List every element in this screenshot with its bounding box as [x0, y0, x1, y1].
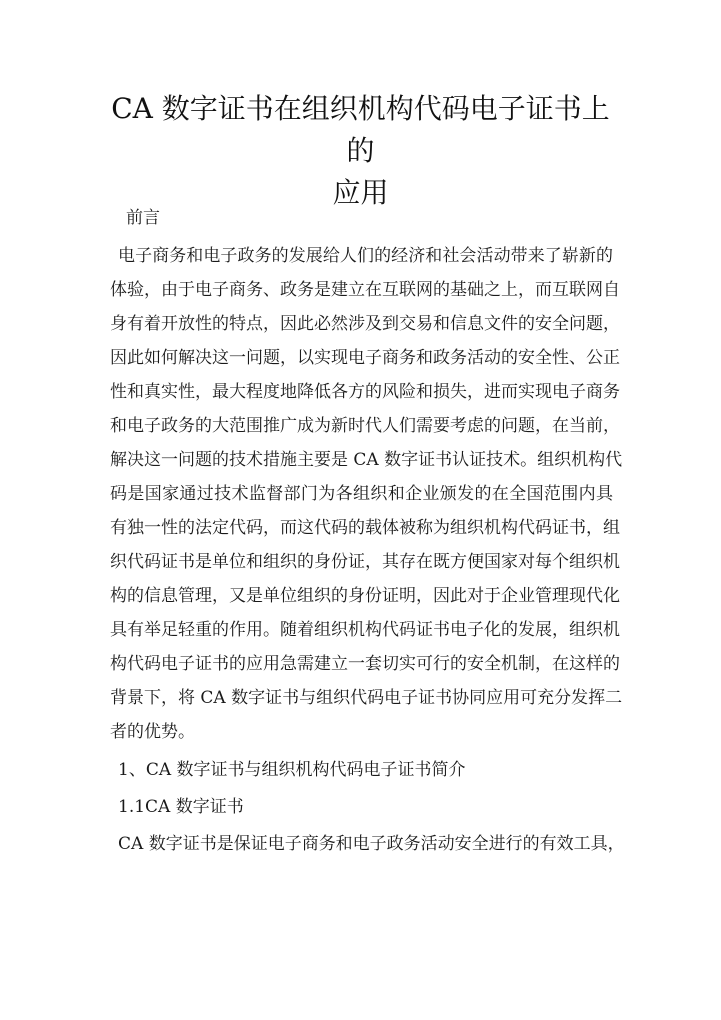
paragraph-line: 构的信息管理，又是单位组织的身份证明，因此对于企业管理现代化	[110, 586, 620, 606]
paragraph-line: 体验，由于电子商务、政务是建立在互联网的基础之上，而互联网自	[110, 280, 620, 300]
paragraph-line: 织代码证书是单位和组织的身份证，其存在既方便国家对每个组织机	[110, 552, 620, 572]
paragraph-line: 性和真实性，最大程度地降低各方的风险和损失，进而实现电子商务	[110, 382, 620, 402]
section-heading-1: 1、CA 数字证书与组织机构代码电子证书简介	[118, 760, 466, 780]
title-line-2: 应用	[332, 176, 389, 209]
preface-heading: 前言	[126, 208, 160, 228]
paragraph-line: 身有着开放性的特点，因此必然涉及到交易和信息文件的安全问题，	[110, 314, 620, 334]
paragraph-line: 和电子政务的大范围推广成为新时代人们需要考虑的问题，在当前，	[110, 416, 620, 436]
paragraph-line: 构代码电子证书的应用急需建立一套切实可行的安全机制，在这样的	[110, 654, 620, 674]
title-line-1: CA 数字证书在组织机构代码电子证书上的	[111, 92, 610, 167]
document-title	[100, 88, 621, 214]
paragraph-line: 因此如何解决这一问题，以实现电子商务和政务活动的安全性、公正	[110, 348, 620, 368]
paragraph-line: 有独一性的法定代码，而这代码的载体被称为组织机构代码证书，组	[110, 518, 620, 538]
section-heading-1-1: 1.1CA 数字证书	[118, 797, 244, 817]
paragraph-line: 具有举足轻重的作用。随着组织机构代码证书电子化的发展，组织机	[110, 620, 620, 640]
paragraph-line: 电子商务和电子政务的发展给人们的经济和社会活动带来了崭新的	[118, 246, 613, 266]
paragraph-line: 背景下，将 CA 数字证书与组织代码电子证书协同应用可充分发挥二	[110, 688, 623, 708]
paragraph-line: 码是国家通过技术监督部门为各组织和企业颁发的在全国范围内具	[110, 484, 613, 504]
paragraph-line: 者的优势。	[110, 722, 195, 742]
paragraph-line: 解决这一问题的技术措施主要是 CA 数字证书认证技术。组织机构代	[110, 450, 623, 470]
paragraph-line: CA 数字证书是保证电子商务和电子政务活动安全进行的有效工具，	[118, 834, 625, 854]
